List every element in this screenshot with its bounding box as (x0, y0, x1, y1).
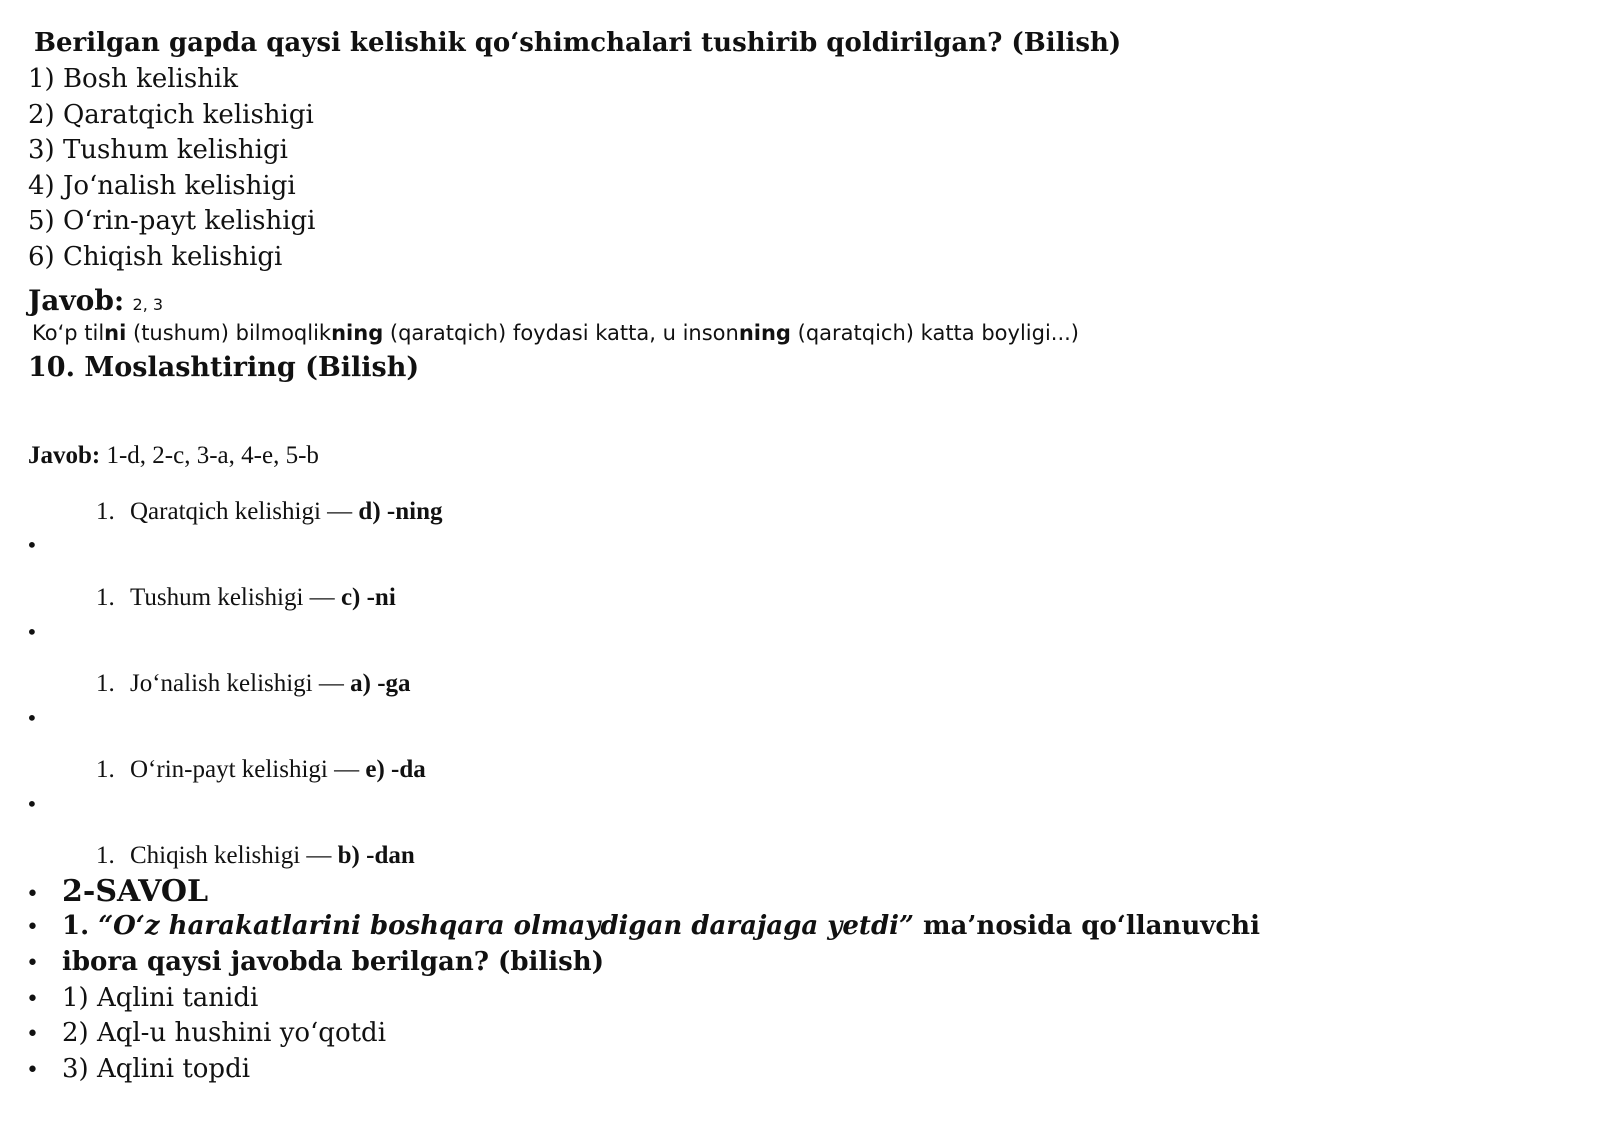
match-text: Tushum kelishigi — (130, 584, 341, 611)
example-part: (tushum) bilmoqlik (126, 321, 332, 345)
option-1: 1) Aqlini tanidi (62, 983, 259, 1013)
option-1: 1) Bosh kelishik (28, 64, 238, 94)
bullet: • (26, 951, 39, 976)
bullet: • (26, 706, 38, 730)
example-suffix: ni (104, 321, 127, 345)
option-3: 3) Aqlini topdi (62, 1054, 251, 1084)
bullet: • (26, 987, 39, 1012)
bullet-line (26, 911, 1260, 941)
example-suffix: ning (331, 321, 384, 345)
match-item (96, 670, 411, 698)
matching-answer (28, 442, 319, 470)
question-number: 1. (62, 911, 99, 941)
bullet: • (26, 1022, 39, 1047)
option-3: 3) Tushum kelishigi (28, 135, 288, 165)
bullet-line (26, 1054, 250, 1084)
answer-value: 1-d, 2-c, 3-a, 4-e, 5-b (100, 442, 319, 469)
match-suffix: a) -ga (350, 670, 411, 697)
question-text: ma’nosida qo‘llanuvchi (913, 911, 1260, 941)
savol-heading: 2-SAVOL (62, 874, 209, 909)
match-suffix: c) -ni (340, 584, 396, 611)
option-5: 5) O‘rin-payt kelishigi (28, 206, 316, 236)
bullet: • (26, 620, 38, 644)
match-suffix: d) -ning (358, 498, 443, 525)
option-4: 4) Jo‘nalish kelishigi (28, 171, 296, 201)
match-text: Qaratqich kelishigi — (130, 498, 359, 525)
bullet: • (26, 1058, 39, 1083)
match-text: Chiqish kelishigi — (130, 842, 338, 869)
list-number: 1. (96, 756, 115, 783)
quoted-phrase: “O‘z harakatlarini boshqara olmaydigan darajaga yetdi” (98, 911, 914, 941)
example-suffix: ning (738, 321, 791, 345)
bullet-line (26, 1018, 386, 1048)
option-2: 2) Aql-u hushini yo‘qotdi (62, 1018, 387, 1048)
bullet: • (26, 792, 38, 816)
match-item (96, 756, 426, 784)
list-number: 1. (96, 584, 115, 611)
example-sentence (32, 321, 1079, 345)
match-suffix: b) -dan (337, 842, 415, 869)
section-heading: 10. Moslashtiring (Bilish) (28, 352, 420, 383)
bullet-line (26, 874, 208, 909)
example-part: Ko‘p til (32, 321, 105, 345)
example-part: (qaratqich) katta boyligi...) (790, 321, 1079, 345)
option-2: 2) Qaratqich kelishigi (28, 100, 314, 130)
match-item (96, 584, 396, 612)
bullet-line (26, 947, 604, 977)
match-item (96, 842, 415, 870)
bullet: • (26, 882, 39, 907)
answer-value: 2, 3 (132, 295, 164, 314)
option-6: 6) Chiqish kelishigi (28, 242, 283, 272)
match-text: Jo‘nalish kelishigi — (130, 670, 351, 697)
question-title: Berilgan gapda qaysi kelishik qo‘shimchalari tushirib qoldirilgan? (Bilish) (34, 28, 1122, 58)
bullet-line (26, 983, 258, 1013)
match-text: O‘rin-payt kelishigi — (130, 756, 366, 783)
answer-line (28, 284, 163, 317)
question-text: ibora qaysi javobda berilgan? (bilish) (62, 947, 605, 977)
match-item (96, 498, 442, 526)
list-number: 1. (96, 670, 115, 697)
match-suffix: e) -da (365, 756, 426, 783)
bullet: • (26, 533, 38, 557)
list-number: 1. (96, 842, 115, 869)
answer-label: Javob: (28, 284, 125, 317)
bullet: • (26, 915, 39, 940)
list-number: 1. (96, 498, 115, 525)
example-part: (qaratqich) foydasi katta, u inson (383, 321, 739, 345)
answer-label: Javob: (28, 442, 101, 469)
